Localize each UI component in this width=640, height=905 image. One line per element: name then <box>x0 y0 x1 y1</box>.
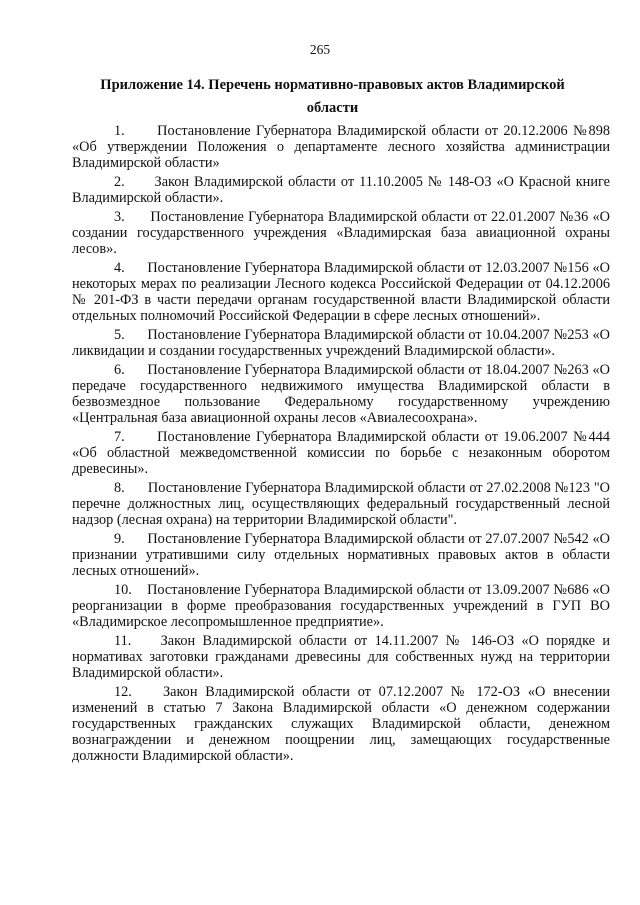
list-item <box>72 209 610 257</box>
list-item-number: 7. <box>114 429 125 445</box>
list-item-text: Постановление Губернатора Владимирской области от 20.12.2006 №898 «Об утверждении Положения о департаменте лесного хозяйства администрации Владимирской области» <box>72 123 610 171</box>
list-item-number: 2. <box>114 174 125 190</box>
list-item-text: Постановление Губернатора Владимирской области от 18.04.2007 №263 «О передаче государственного недвижимого имущества Владимирской области в безвозмездное пользование Федеральному государственному учреждению «Центральная база авиационной охраны лесов «Авиалесоохрана». <box>72 362 611 426</box>
list-item-text: Постановление Губернатора Владимирской области от 13.09.2007 №686 «О реорганизации в форме преобразования государственных учреждений в ГУП ВО «Владимирское лесопромышленное предприятие». <box>72 582 611 630</box>
list-item-text: Постановление Губернатора Владимирской области от 22.01.2007 №36 «О создании государственного учреждения «Владимирская база авиационной охраны лесов». <box>72 209 610 257</box>
list-item <box>72 260 610 324</box>
list-item-text: Постановление Губернатора Владимирской области от 27.02.2008 №123 "О перечне должностных лиц, осуществляющих федеральный государственный лесной надзор (лесная охрана) на территории Владимирской области". <box>72 480 611 528</box>
list-item <box>72 582 610 630</box>
list-item-text: Постановление Губернатора Владимирской области от 19.06.2007 №444 «Об областной межведомственной комиссии по борьбе с незаконным оборотом древесины». <box>72 429 610 477</box>
list-item <box>72 123 610 171</box>
list-item-number: 1. <box>114 123 125 139</box>
list-item-number: 12. <box>114 684 132 700</box>
page-title-line-1: Приложение 14. Перечень нормативно-правовых актов Владимирской <box>100 77 565 93</box>
list-item-number: 3. <box>114 209 125 225</box>
page-title <box>60 74 605 120</box>
list-item-number: 8. <box>114 480 125 496</box>
list-item-text: Закон Владимирской области от 14.11.2007 № 146-ОЗ «О порядке и нормативах заготовки гражданами древесины для собственных нужд на территории Владимирской области». <box>72 633 610 681</box>
list-item-number: 5. <box>114 327 125 343</box>
legal-acts-list <box>72 123 610 767</box>
list-item-number: 4. <box>114 260 125 276</box>
list-item-number: 11. <box>114 633 132 649</box>
list-item <box>72 327 610 359</box>
list-item <box>72 480 610 528</box>
page-title-line-2: области <box>306 100 359 116</box>
list-item-text: Закон Владимирской области от 07.12.2007 № 172-ОЗ «О внесении изменений в статью 7 Закона Владимирской области «О денежном содержании государственных гражданских служащих Владимирской области, денежном вознаграждении и денежном поощрении лиц, замещающих государственные должности Владимирской области». <box>72 684 610 764</box>
list-item <box>72 362 610 426</box>
list-item-text: Закон Владимирской области от 11.10.2005 № 148-ОЗ «О Красной книге Владимирской области». <box>72 174 610 206</box>
list-item-number: 9. <box>114 531 125 547</box>
list-item-number: 10. <box>114 582 132 598</box>
list-item <box>72 531 610 579</box>
list-item-number: 6. <box>114 362 125 378</box>
list-item <box>72 429 610 477</box>
list-item-text: Постановление Губернатора Владимирской области от 27.07.2007 №542 «О признании утратившими силу отдельных нормативных правовых актов в области лесных отношений». <box>72 531 611 579</box>
list-item <box>72 174 610 206</box>
list-item <box>72 633 610 681</box>
list-item-text: Постановление Губернатора Владимирской области от 12.03.2007 №156 «О некоторых мерах по реализации Лесного кодекса Российской Федерации от 04.12.2006 № 201-ФЗ в части передачи органам государственной власти Владимирской области отдельных полномочий Российской Федерации в сфере лесных отношений». <box>72 260 611 324</box>
list-item-text: Постановление Губернатора Владимирской области от 10.04.2007 №253 «О ликвидации и создании государственных учреждений Владимирской области». <box>72 327 611 359</box>
page-number: 265 <box>309 42 331 57</box>
list-item <box>72 684 610 764</box>
